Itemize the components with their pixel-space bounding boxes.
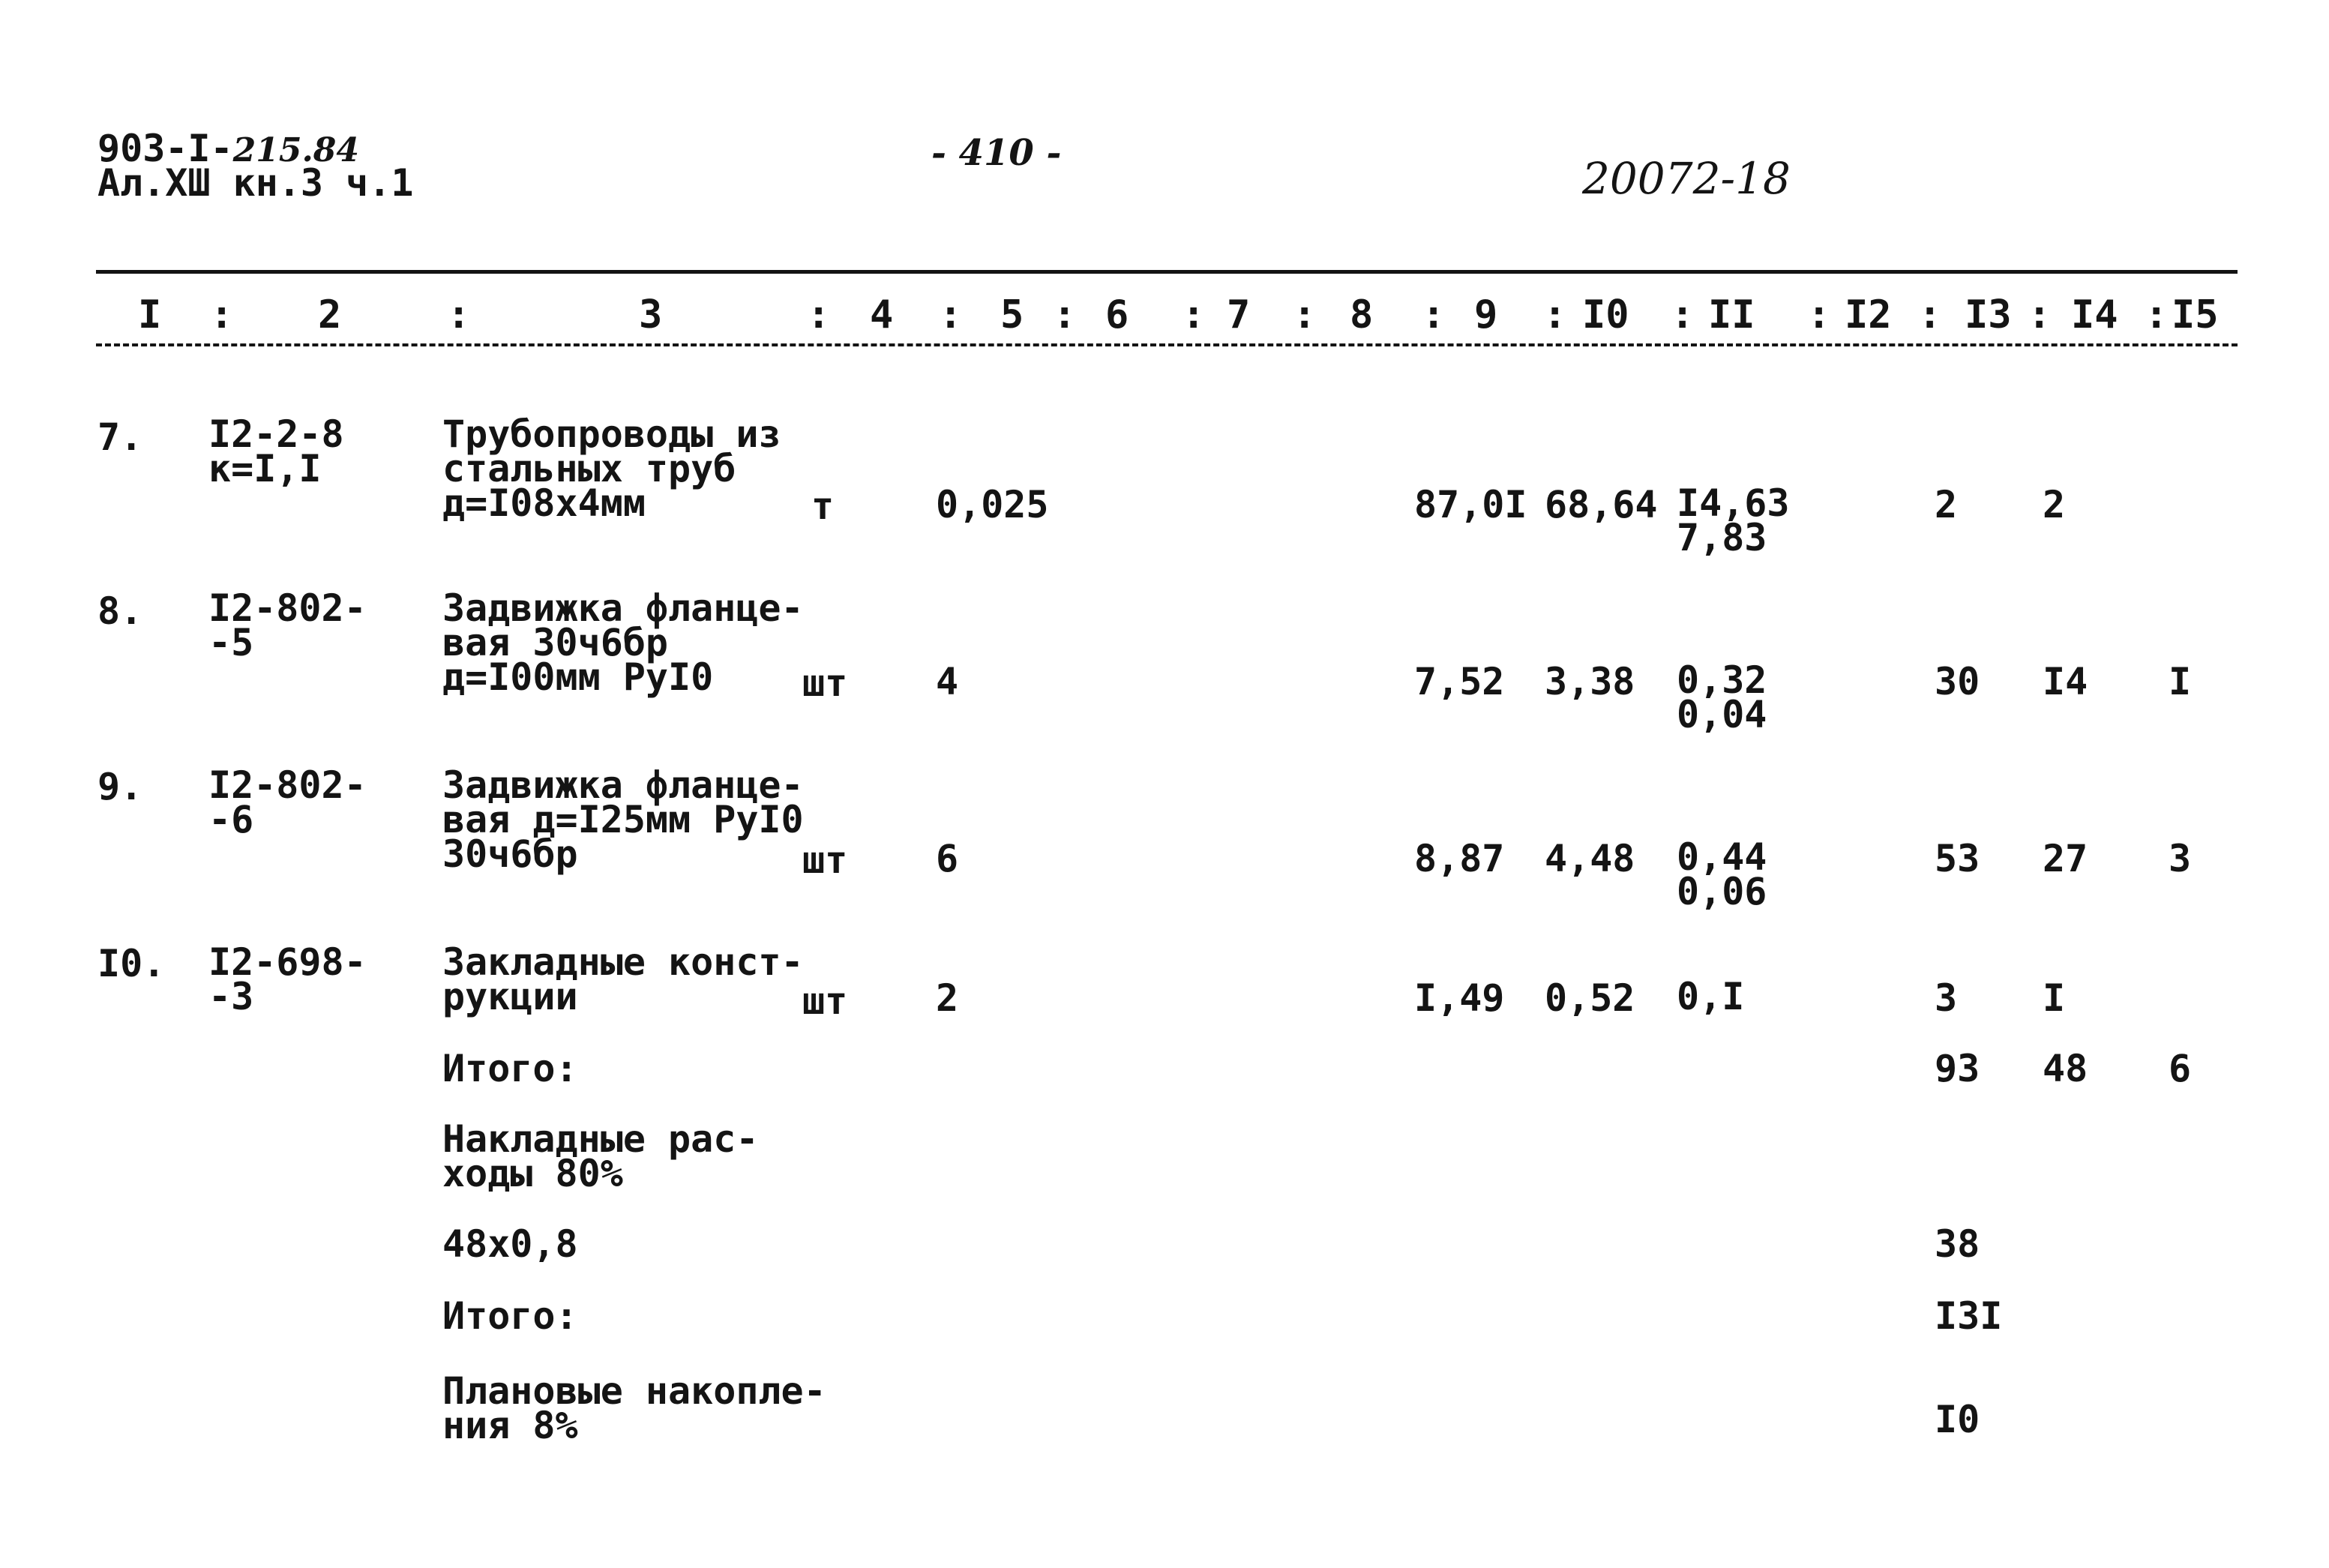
row-code: I2-2-8 к=I,I — [208, 412, 344, 490]
row-description: Трубопроводы из стальных труб д=I08х4мм — [442, 412, 781, 525]
row-col-11: 0,I — [1677, 975, 1745, 1018]
summary-label: Накладные рас- ходы 80% — [442, 1117, 759, 1195]
table-top-rule — [96, 270, 2238, 274]
row-unit: шт — [802, 661, 848, 705]
row-code: I2-802- -5 — [208, 586, 367, 664]
col-separator: : — [807, 292, 831, 337]
row-col-10: 4,48 — [1545, 837, 1635, 880]
row-col-13: 2 — [1935, 483, 1958, 526]
row-col-9: 7,52 — [1414, 660, 1505, 703]
row-col-14: I — [2043, 976, 2066, 1020]
table-header-rule — [96, 343, 2238, 346]
row-col-11: 0,44 0,06 — [1677, 835, 1767, 913]
row-description: Задвижка фланце- вая д=I25мм РуI0 30ч6бр — [442, 763, 804, 876]
col-header-1: I — [138, 292, 162, 337]
col-separator: : — [1053, 292, 1077, 337]
col-separator: : — [1807, 292, 1831, 337]
summary-col-14: 48 — [2043, 1047, 2088, 1090]
col-header-3: 3 — [639, 292, 663, 337]
row-col-10: 3,38 — [1545, 660, 1635, 703]
row-code: I2-802- -6 — [208, 763, 367, 841]
row-col-10: 68,64 — [1545, 483, 1658, 526]
row-col-9: I,49 — [1414, 976, 1505, 1020]
col-header-7: 7 — [1227, 292, 1251, 337]
summary-col-13: I0 — [1935, 1398, 1980, 1441]
col-header-6: 6 — [1105, 292, 1129, 337]
col-header-10: I0 — [1582, 292, 1629, 337]
row-quantity: 0,025 — [936, 483, 1049, 526]
row-description: Задвижка фланце- вая 30ч6бр д=I00мм РуI0 — [442, 586, 804, 699]
col-separator: : — [447, 292, 471, 337]
col-header-12: I2 — [1845, 292, 1892, 337]
col-header-5: 5 — [1000, 292, 1024, 337]
col-header-4: 4 — [870, 292, 894, 337]
summary-col-15: 6 — [2169, 1047, 2192, 1090]
row-number: 7. — [97, 415, 143, 459]
row-col-11: 0,32 0,04 — [1677, 658, 1767, 736]
summary-label: Плановые накопле- ния 8% — [442, 1369, 826, 1447]
document-code-printed: 903-I- — [97, 127, 233, 170]
row-quantity: 2 — [936, 976, 959, 1020]
col-header-15: I5 — [2172, 292, 2219, 337]
col-header-8: 8 — [1350, 292, 1374, 337]
col-header-2: 2 — [318, 292, 342, 337]
row-col-15: 3 — [2169, 837, 2192, 880]
summary-label: Итого: — [442, 1047, 578, 1090]
row-col-13: 3 — [1935, 976, 1958, 1020]
col-header-11: II — [1708, 292, 1755, 337]
page-number: - 410 - — [931, 132, 1062, 174]
col-separator: : — [1671, 292, 1695, 337]
col-separator: : — [939, 292, 963, 337]
row-col-14: 2 — [2043, 483, 2066, 526]
document-code-handwritten: 215.84 — [232, 131, 360, 169]
row-unit: шт — [802, 838, 848, 882]
col-header-13: I3 — [1965, 292, 2012, 337]
row-number: 8. — [97, 589, 143, 633]
row-col-13: 30 — [1935, 660, 1980, 703]
col-separator: : — [1918, 292, 1942, 337]
row-number: I0. — [97, 942, 166, 985]
summary-label: Итого: — [442, 1294, 578, 1338]
col-separator: : — [1543, 292, 1567, 337]
row-col-9: 8,87 — [1414, 837, 1505, 880]
summary-label: 48х0,8 — [442, 1222, 578, 1266]
row-col-10: 0,52 — [1545, 976, 1635, 1020]
row-col-13: 53 — [1935, 837, 1980, 880]
col-separator: : — [2145, 292, 2169, 337]
col-separator: : — [1182, 292, 1206, 337]
col-separator: : — [2028, 292, 2052, 337]
summary-col-13: 93 — [1935, 1047, 1980, 1090]
col-separator: : — [1293, 292, 1317, 337]
row-col-14: I4 — [2043, 660, 2088, 703]
col-header-14: I4 — [2071, 292, 2118, 337]
summary-col-13: I3I — [1935, 1294, 2003, 1338]
summary-col-13: 38 — [1935, 1222, 1980, 1266]
row-quantity: 6 — [936, 837, 959, 880]
row-quantity: 4 — [936, 660, 959, 703]
col-separator: : — [1422, 292, 1446, 337]
doc-number: 20072-18 — [1582, 153, 1791, 204]
row-description: Закладные конст- рукции — [442, 940, 804, 1018]
row-col-15: I — [2169, 660, 2192, 703]
col-separator: : — [210, 292, 234, 337]
album-line: Ал.ХШ кн.3 ч.1 — [97, 161, 414, 205]
row-col-9: 87,0I — [1414, 483, 1527, 526]
col-header-9: 9 — [1474, 292, 1498, 337]
row-unit: шт — [802, 979, 848, 1023]
row-code: I2-698- -3 — [208, 940, 367, 1018]
row-col-11: I4,63 7,83 — [1677, 481, 1790, 559]
row-unit: т — [811, 484, 835, 528]
row-number: 9. — [97, 765, 143, 808]
row-col-14: 27 — [2043, 837, 2088, 880]
